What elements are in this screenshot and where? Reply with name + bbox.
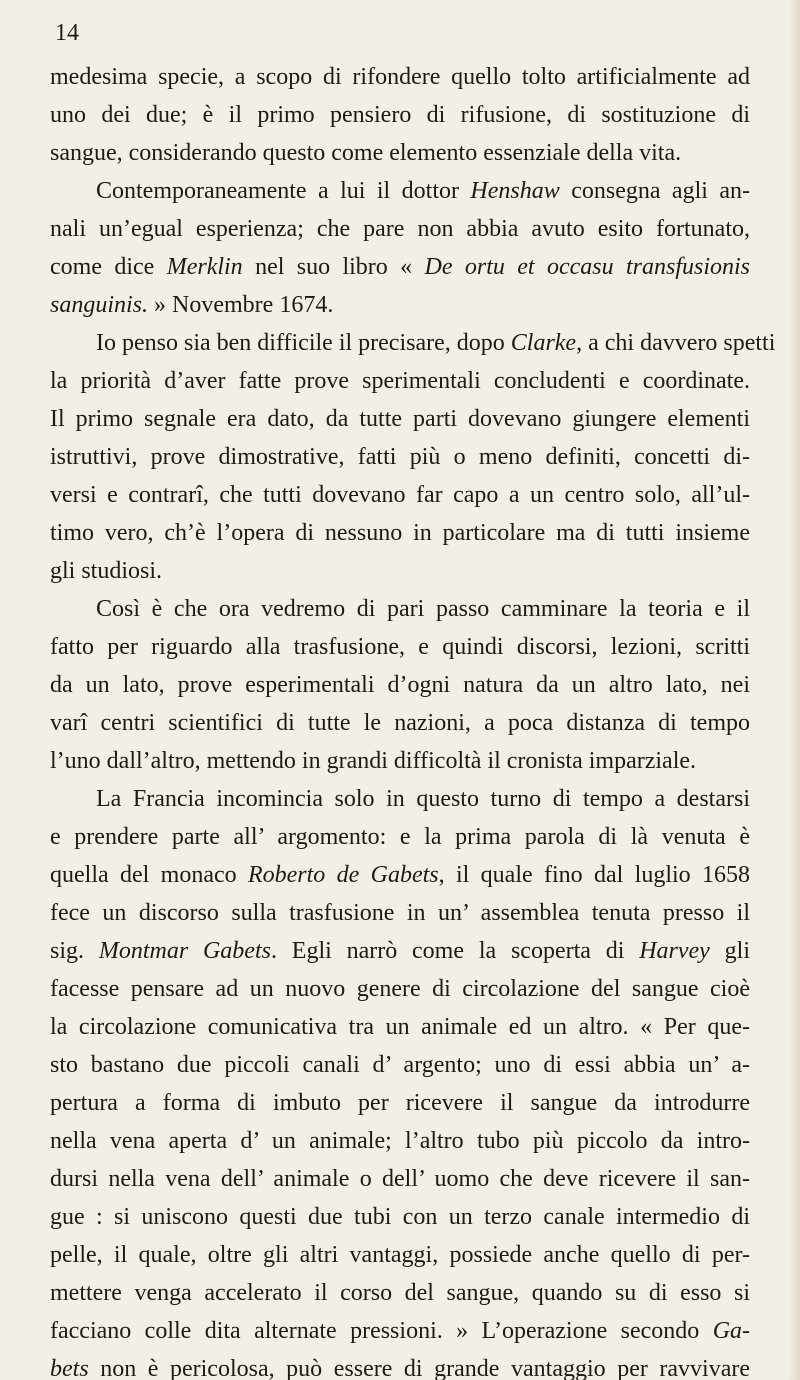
- author-name: Clarke: [510, 330, 577, 356]
- text-line: e prendere parte all’ argomento: e la prima parola di là venuta è: [50, 824, 750, 850]
- page-number: 14: [55, 20, 79, 46]
- book-title: De ortu et occasu transfusionis: [424, 254, 751, 280]
- text-line: pertura a forma di imbuto per ricevere il sangue da introdurre: [50, 1090, 750, 1116]
- author-name: Montmar Gabets: [98, 938, 271, 964]
- text-line: pelle, il quale, oltre gli altri vantaggi, possiede anche quello di per-: [50, 1242, 750, 1268]
- text-line: l’uno dall’altro, mettendo in grandi difficoltà il cronista imparziale.: [50, 748, 697, 774]
- text-line: timo vero, ch’è l’opera di nessuno in particolare ma di tutti insieme: [50, 520, 750, 546]
- author-name: Henshaw: [470, 178, 560, 204]
- text-line: facesse pensare ad un nuovo genere di circolazione del sangue cioè: [50, 976, 750, 1002]
- text-line: fatto per riguardo alla trasfusione, e quindi discorsi, lezioni, scritti: [50, 634, 750, 660]
- text-line: Il primo segnale era dato, da tutte parti dovevano giungere elementi: [50, 406, 750, 432]
- text-line: varî centri scientifici di tutte le nazioni, a poca distanza di tempo: [50, 710, 750, 736]
- text-line: sig. Montmar Gabets. Egli narrò come la scoperta di Harvey gli: [50, 938, 750, 964]
- text-line: Così è che ora vedremo di pari passo camminare la teoria e il: [96, 596, 750, 622]
- text-line: nali un’egual esperienza; che pare non abbia avuto esito fortunato,: [50, 216, 750, 242]
- text-line: la priorità d’aver fatte prove sperimentali concludenti e coordinate.: [50, 368, 750, 394]
- text-line: sto bastano due piccoli canali d’ argento; uno di essi abbia un’ a-: [50, 1052, 750, 1078]
- text-line: medesima specie, a scopo di rifondere quello tolto artificialmente ad: [50, 64, 750, 90]
- paragraph-2: [50, 172, 750, 324]
- author-name: Merklin: [166, 254, 243, 280]
- text-line: sangue, considerando questo come elemento essenziale della vita.: [50, 140, 682, 166]
- text-line: mettere venga accelerato il corso del sangue, quando su di esso si: [50, 1280, 750, 1306]
- text-line: fece un discorso sulla trasfusione in un’ assemblea tenuta presso il: [50, 900, 750, 926]
- book-title: sanguinis.: [50, 292, 149, 318]
- body-text: [50, 58, 776, 1380]
- text-line: dursi nella vena dell’ animale o dell’ uomo che deve ricevere il san-: [50, 1166, 750, 1192]
- text-line: sanguinis. » Novembre 1674.: [50, 292, 334, 318]
- author-name: Roberto de Gabets: [247, 862, 439, 888]
- author-name: Harvey: [639, 938, 710, 964]
- text-line: istruttivi, prove dimostrative, fatti più o meno definiti, concetti di-: [50, 444, 750, 470]
- text-line: gue : si uniscono questi due tubi con un terzo canale intermedio di: [50, 1204, 750, 1230]
- page-edge-shadow: [788, 0, 800, 1380]
- text-line: nella vena aperta d’ un animale; l’altro tubo più piccolo da intro-: [50, 1128, 750, 1154]
- text-line: La Francia incomincia solo in questo turno di tempo a destarsi: [96, 786, 750, 812]
- paragraph-3: [50, 324, 776, 590]
- text-line: Io penso sia ben difficile il precisare, dopo Clarke, a chi davvero spetti: [96, 330, 776, 356]
- text-line: come dice Merklin nel suo libro « De ortu et occasu transfusionis: [50, 254, 751, 280]
- paragraph-1: [50, 58, 750, 172]
- text-line: gli studiosi.: [50, 558, 163, 584]
- text-line: quella del monaco Roberto de Gabets, il quale fino dal luglio 1658: [50, 862, 751, 888]
- author-name: bets: [50, 1356, 89, 1380]
- text-line: Contemporaneamente a lui il dottor Henshaw consegna agli an-: [96, 178, 750, 204]
- author-name: Ga-: [712, 1318, 751, 1344]
- paragraph-4: [50, 590, 750, 780]
- text-line: versi e contrarî, che tutti dovevano far capo a un centro solo, all’ul-: [50, 482, 750, 508]
- text-line: da un lato, prove esperimentali d’ogni natura da un altro lato, nei: [50, 672, 750, 698]
- paragraph-5: [50, 780, 750, 1380]
- text-line: bets non è pericolosa, può essere di grande vantaggio per ravvivare: [50, 1356, 751, 1380]
- text-line: uno dei due; è il primo pensiero di rifusione, di sostituzione di: [50, 102, 750, 128]
- text-line: la circolazione comunicativa tra un animale ed un altro. « Per que-: [50, 1014, 750, 1040]
- text-line: facciano colle dita alternate pressioni. » L’operazione secondo Ga-: [50, 1318, 751, 1344]
